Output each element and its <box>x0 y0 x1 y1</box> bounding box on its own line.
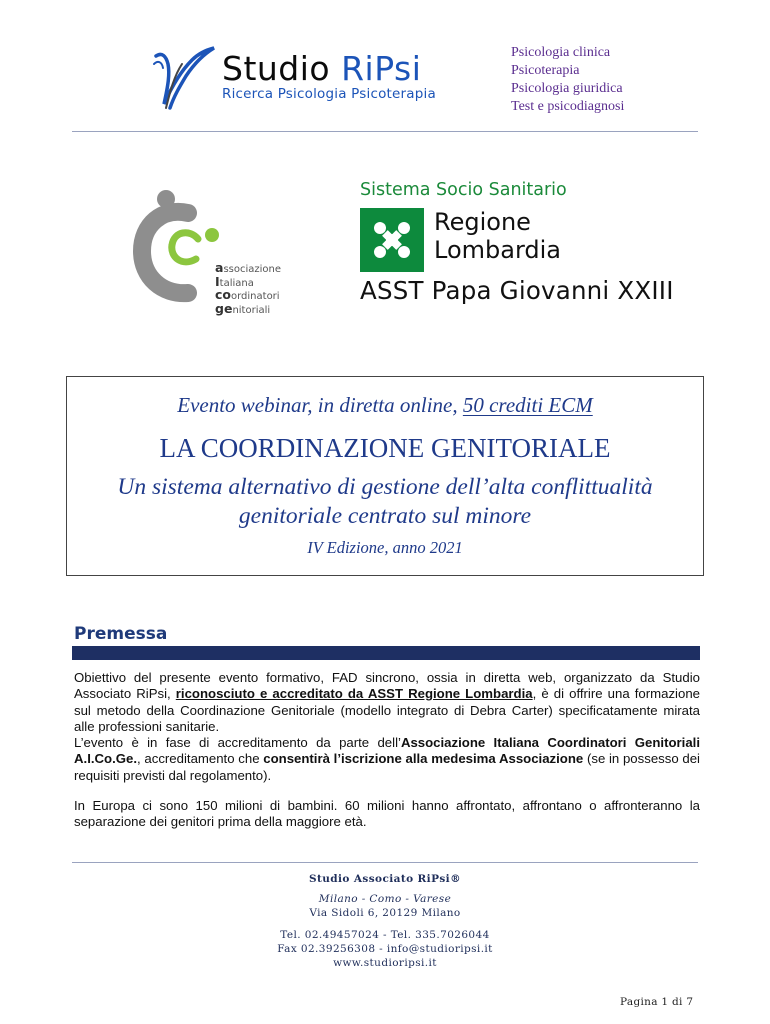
service-item: Psicologia clinica <box>511 45 611 60</box>
header-divider <box>72 131 698 132</box>
aicoge-line: Italiana <box>215 273 254 289</box>
paragraph: Obiettivo del presente evento formativo, FAD sincrono, ossia in diretta web, organizzato da Studio Associato RiPsi, riconosciuto e accreditato da ASST Regione Lombardia, è di offrire una formazione sul metodo della Coordinazione Genitoriale (modello integrato di Debra Carter) specificatamente mirata alle professioni sanitarie. <box>74 670 700 734</box>
event-subtitle <box>67 473 703 531</box>
event-type-line: Evento webinar, in diretta online, 50 crediti ECM <box>177 393 593 417</box>
paragraph: L’evento è in fase di accreditamento da parte dell’Associazione Italiana Coordinatori Genitoriali A.I.Co.Ge., accreditamento che consentirà l’iscrizione alla medesima Associazione (se in possesso dei requisiti previsti dal regolamento). <box>74 735 700 783</box>
body-text <box>74 670 700 831</box>
aicoge-line: associazione <box>215 260 282 275</box>
event-box <box>66 376 704 576</box>
event-edition: IV Edizione, anno 2021 <box>307 538 463 557</box>
footer-phones: Tel. 02.49457024 - Tel. 335.7026044 <box>280 929 490 941</box>
brand-name: Studio RiPsi <box>222 49 422 88</box>
aicoge-line: genitoriali <box>215 300 271 316</box>
region-line: Lombardia <box>434 236 562 264</box>
services-list <box>511 44 624 116</box>
service-item: Psicoterapia <box>511 63 580 78</box>
aicoge-line: coordinatori <box>215 287 280 302</box>
brand-tagline: Ricerca Psicologia Psicoterapia <box>222 86 436 102</box>
footer-cities: Milano - Como - Varese <box>318 893 452 905</box>
regione-lombardia-name <box>434 208 561 264</box>
subtitle-line: genitoriale centrato sul minore <box>238 503 532 529</box>
event-title: LA COORDINAZIONE GENITORIALE <box>159 433 611 463</box>
section-bar <box>72 646 700 660</box>
page-number: Pagina 1 di 7 <box>620 996 694 1008</box>
service-item: Psicologia giuridica <box>511 81 623 96</box>
regione-lombardia-logo-icon <box>360 208 424 272</box>
aicoge-wordmark <box>215 262 281 316</box>
footer-address: Via Sidoli 6, 20129 Milano <box>309 907 461 919</box>
aicoge-logo-icon <box>126 185 221 313</box>
paragraph: In Europa ci sono 150 milioni di bambini. 60 milioni hanno affrontato, affrontano o affronteranno la separazione dei genitori prima della maggiore età. <box>74 798 700 830</box>
service-item: Test e psicodiagnosi <box>511 99 625 114</box>
footer-website[interactable]: www.studioripsi.it <box>333 957 437 969</box>
footer-divider <box>72 862 698 863</box>
studio-ripsi-logo-icon <box>148 42 220 114</box>
section-heading: Premessa <box>74 624 168 644</box>
ecm-credits: 50 crediti ECM <box>462 393 593 417</box>
region-line: Regione <box>434 208 531 236</box>
footer <box>0 872 770 970</box>
footer-fax-email: Fax 02.39256308 - info@studioripsi.it <box>277 943 493 955</box>
footer-company: Studio Associato RiPsi® <box>309 873 461 885</box>
asst-name: ASST Papa Giovanni XXIII <box>360 276 674 305</box>
sistema-socio-sanitario-title: Sistema Socio Sanitario <box>360 180 567 200</box>
subtitle-line: Un sistema alternativo di gestione dell’alta conflittualità <box>117 474 653 500</box>
